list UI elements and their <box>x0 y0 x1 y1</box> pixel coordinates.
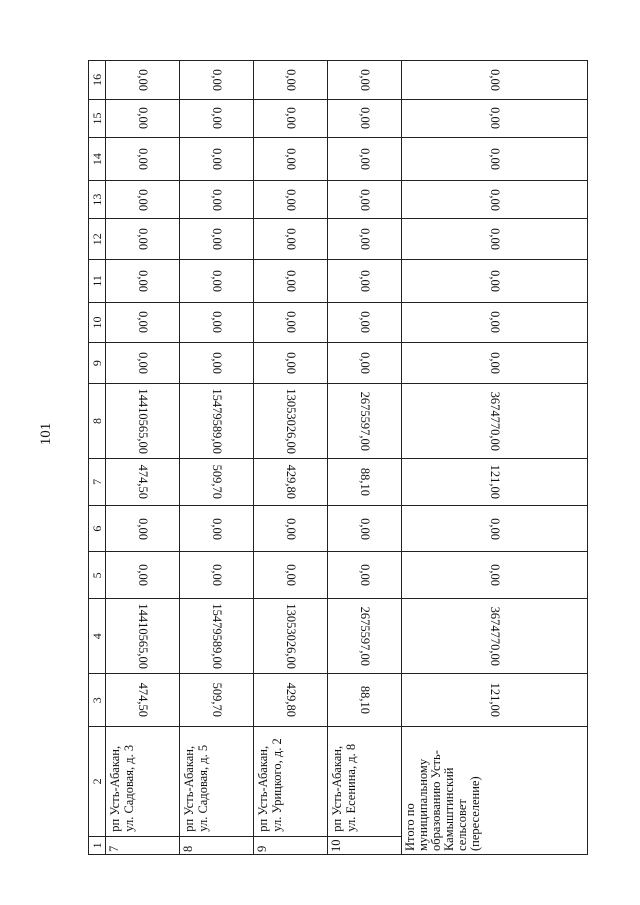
cell-c5 <box>179 552 253 599</box>
cell-value: 0,00 <box>487 352 502 375</box>
cell-value: 0,00 <box>209 68 224 91</box>
table-row <box>253 61 327 855</box>
column-number-5: 5 <box>89 552 106 599</box>
cell-c6 <box>327 505 401 552</box>
cell-c6 <box>253 505 327 552</box>
cell-c10 <box>327 302 401 343</box>
column-number-2: 2 <box>89 727 106 837</box>
cell-value: 0,00 <box>283 107 298 130</box>
cell-value: 0,00 <box>357 228 372 251</box>
cell-value: 0,00 <box>135 188 150 211</box>
cell-value: 0,00 <box>357 188 372 211</box>
cell-value: 14410565,00 <box>135 388 150 454</box>
row-index: 7 <box>106 836 180 854</box>
cell-value: 0,00 <box>283 228 298 251</box>
row-index: 8 <box>179 836 253 854</box>
cell-value: 0,00 <box>487 148 502 170</box>
cell-value: 0,00 <box>357 517 372 540</box>
cell-value: 0,00 <box>135 107 150 130</box>
table-row <box>179 61 253 855</box>
cell-value: 0,00 <box>357 564 372 587</box>
cell-value: 2675597,00 <box>357 606 372 666</box>
total-cell-c5 <box>401 552 587 599</box>
total-label: Итого по муниципальному образованию Усть-Камыштинский сельсовет (переселение) <box>401 727 587 855</box>
cell-value: 88,10 <box>357 686 372 715</box>
cell-c10 <box>253 302 327 343</box>
cell-c4 <box>106 599 180 674</box>
column-number-3: 3 <box>89 674 106 727</box>
cell-c11 <box>106 260 180 303</box>
cell-c8 <box>253 383 327 458</box>
cell-c11 <box>179 260 253 303</box>
cell-value: 0,00 <box>209 228 224 251</box>
total-cell-c13 <box>401 180 587 219</box>
cell-c14 <box>253 138 327 181</box>
cell-value: 13053026,00 <box>283 603 298 670</box>
page-number: 101 <box>38 422 54 446</box>
cell-c7 <box>179 459 253 506</box>
total-cell-c4 <box>401 599 587 674</box>
cell-value: 0,00 <box>283 311 298 334</box>
column-number-1: 1 <box>89 836 106 854</box>
cell-value: 0,00 <box>209 311 224 334</box>
column-number-6: 6 <box>89 505 106 552</box>
total-cell-c16 <box>401 61 587 100</box>
cell-value: 0,00 <box>357 352 372 375</box>
cell-c3 <box>106 674 180 727</box>
cell-value: 2675597,00 <box>357 391 372 451</box>
cell-value: 0,00 <box>209 352 224 375</box>
cell-value: 0,00 <box>283 352 298 375</box>
cell-value: 88,10 <box>357 467 372 496</box>
column-number-9: 9 <box>89 343 106 384</box>
cell-value: 429,80 <box>283 464 298 500</box>
total-cell-c14 <box>401 138 587 181</box>
cell-c16 <box>327 61 401 100</box>
cell-c12 <box>106 219 180 260</box>
total-row <box>401 61 587 855</box>
cell-value: 15479589,00 <box>209 603 224 670</box>
cell-c15 <box>179 99 253 138</box>
cell-c9 <box>327 343 401 384</box>
cell-value: 0,00 <box>135 269 150 292</box>
cell-value: 0,00 <box>135 68 150 91</box>
row-address: рп Усть-Абакан, ул. Садовая, д. 5 <box>179 727 253 837</box>
housing-table <box>88 60 588 855</box>
cell-value: 0,00 <box>487 107 502 130</box>
cell-value: 0,00 <box>357 311 372 334</box>
cell-value: 0,00 <box>283 517 298 540</box>
cell-value: 3674770,00 <box>487 391 502 451</box>
cell-c3 <box>327 674 401 727</box>
cell-c13 <box>253 180 327 219</box>
cell-value: 0,00 <box>135 564 150 587</box>
cell-c3 <box>179 674 253 727</box>
total-cell-c6 <box>401 505 587 552</box>
cell-value: 0,00 <box>487 188 502 211</box>
cell-value: 0,00 <box>209 148 224 170</box>
cell-value: 0,00 <box>283 564 298 587</box>
cell-c16 <box>179 61 253 100</box>
cell-value: 474,50 <box>135 683 150 718</box>
cell-c5 <box>253 552 327 599</box>
cell-value: 509,70 <box>209 683 224 718</box>
cell-c6 <box>106 505 180 552</box>
cell-value: 0,00 <box>283 148 298 170</box>
cell-value: 0,00 <box>209 269 224 292</box>
cell-c3 <box>253 674 327 727</box>
cell-value: 0,00 <box>135 352 150 375</box>
cell-value: 0,00 <box>487 68 502 91</box>
cell-c15 <box>327 99 401 138</box>
cell-value: 0,00 <box>209 107 224 130</box>
cell-c4 <box>327 599 401 674</box>
cell-value: 0,00 <box>283 269 298 292</box>
total-cell-c15 <box>401 99 587 138</box>
total-cell-c10 <box>401 302 587 343</box>
cell-value: 0,00 <box>487 564 502 587</box>
cell-value: 121,00 <box>487 683 502 718</box>
column-number-4: 4 <box>89 599 106 674</box>
cell-value: 0,00 <box>209 188 224 211</box>
cell-value: 15479589,00 <box>209 388 224 454</box>
cell-value: 0,00 <box>487 517 502 540</box>
cell-value: 0,00 <box>135 517 150 540</box>
row-address: рп Усть-Абакан, ул. Есенина, д. 8 <box>327 727 401 837</box>
cell-c16 <box>253 61 327 100</box>
cell-c12 <box>327 219 401 260</box>
cell-value: 474,50 <box>135 464 150 500</box>
cell-c8 <box>179 383 253 458</box>
cell-c16 <box>106 61 180 100</box>
cell-value: 0,00 <box>283 68 298 91</box>
cell-value: 0,00 <box>283 188 298 211</box>
cell-c12 <box>179 219 253 260</box>
cell-c7 <box>106 459 180 506</box>
column-number-row <box>89 61 106 855</box>
cell-c14 <box>179 138 253 181</box>
cell-c15 <box>106 99 180 138</box>
total-cell-c8 <box>401 383 587 458</box>
total-cell-c9 <box>401 343 587 384</box>
cell-c4 <box>179 599 253 674</box>
cell-value: 13053026,00 <box>283 388 298 454</box>
cell-c11 <box>327 260 401 303</box>
total-cell-c7 <box>401 459 587 506</box>
column-number-10: 10 <box>89 302 106 343</box>
cell-c8 <box>327 383 401 458</box>
total-cell-c11 <box>401 260 587 303</box>
table-row <box>327 61 401 855</box>
cell-c14 <box>327 138 401 181</box>
table-container <box>88 60 588 855</box>
cell-value: 0,00 <box>357 107 372 130</box>
cell-value: 121,00 <box>487 464 502 500</box>
cell-value: 0,00 <box>487 228 502 251</box>
cell-c9 <box>106 343 180 384</box>
cell-value: 0,00 <box>357 68 372 91</box>
column-number-13: 13 <box>89 180 106 219</box>
cell-c4 <box>253 599 327 674</box>
column-number-16: 16 <box>89 61 106 100</box>
column-number-14: 14 <box>89 138 106 181</box>
row-address: рп Усть-Абакан, ул. Садовая, д. 3 <box>106 727 180 837</box>
cell-value: 0,00 <box>487 269 502 292</box>
cell-value: 0,00 <box>135 311 150 334</box>
cell-c12 <box>253 219 327 260</box>
cell-c15 <box>253 99 327 138</box>
cell-c6 <box>179 505 253 552</box>
column-number-12: 12 <box>89 219 106 260</box>
total-cell-c3 <box>401 674 587 727</box>
cell-value: 0,00 <box>135 228 150 251</box>
cell-value: 0,00 <box>357 148 372 170</box>
column-number-8: 8 <box>89 383 106 458</box>
cell-c8 <box>106 383 180 458</box>
cell-value: 429,80 <box>283 683 298 718</box>
cell-value: 0,00 <box>135 148 150 170</box>
cell-c5 <box>327 552 401 599</box>
cell-value: 14410565,00 <box>135 603 150 670</box>
row-index: 10 <box>327 836 401 854</box>
total-cell-c12 <box>401 219 587 260</box>
column-number-15: 15 <box>89 99 106 138</box>
cell-c9 <box>179 343 253 384</box>
cell-c7 <box>253 459 327 506</box>
row-index: 9 <box>253 836 327 854</box>
cell-c7 <box>327 459 401 506</box>
cell-c13 <box>106 180 180 219</box>
table-row <box>106 61 180 855</box>
cell-c13 <box>327 180 401 219</box>
row-address: рп Усть-Абакан, ул. Урицкого, д. 2 <box>253 727 327 837</box>
cell-c9 <box>253 343 327 384</box>
cell-value: 0,00 <box>357 269 372 292</box>
cell-c10 <box>179 302 253 343</box>
cell-value: 0,00 <box>209 517 224 540</box>
cell-c10 <box>106 302 180 343</box>
column-number-7: 7 <box>89 459 106 506</box>
cell-value: 509,70 <box>209 464 224 500</box>
cell-c14 <box>106 138 180 181</box>
cell-c13 <box>179 180 253 219</box>
cell-value: 0,00 <box>487 311 502 334</box>
cell-value: 0,00 <box>209 564 224 587</box>
cell-c11 <box>253 260 327 303</box>
cell-c5 <box>106 552 180 599</box>
cell-value: 3674770,00 <box>487 606 502 666</box>
column-number-11: 11 <box>89 260 106 303</box>
